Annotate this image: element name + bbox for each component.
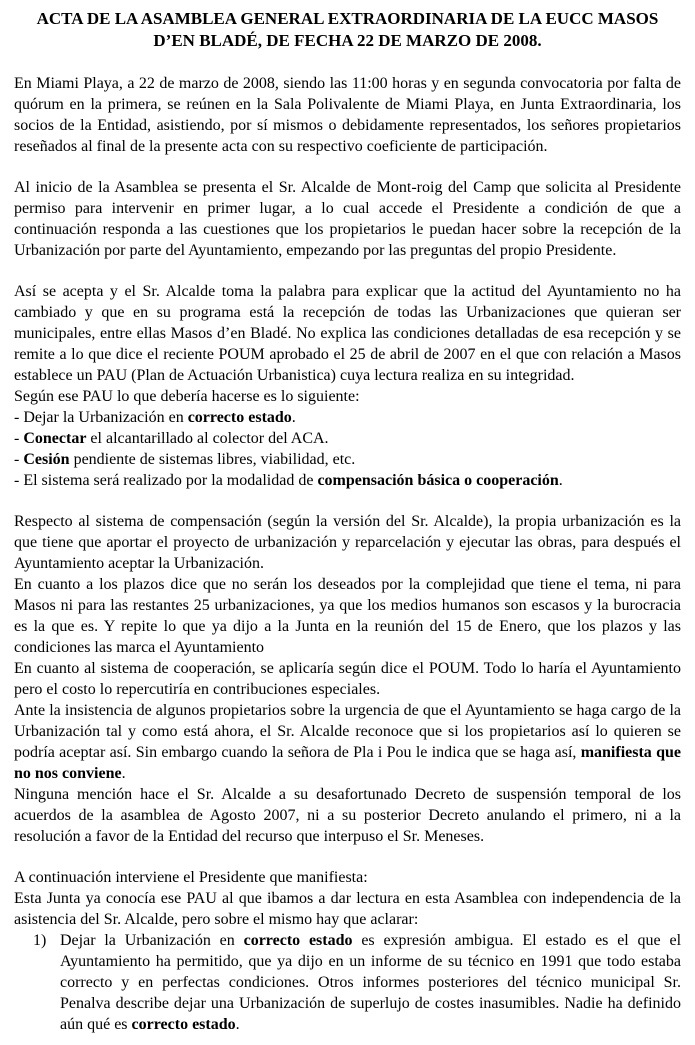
- paragraph: [14, 700, 681, 784]
- list-item: [14, 449, 681, 470]
- text-run: .: [291, 409, 296, 426]
- text-run: Dejar la Urbanización en: [60, 932, 244, 949]
- list-item: [14, 470, 681, 491]
- bold-text-run: correcto estado: [131, 1016, 236, 1033]
- document-body: [14, 73, 681, 1035]
- text-run: Al inicio de la Asamblea se presenta el Sr. Alcalde de Mont-roig del Camp que solicita al Presidente permiso para intervenir en primer lugar, a lo cual accede el Presidente a condición de que a continuación responda a las cuestiones que los propietarios le puedan hacer sobre la recepción de la Urbanización por parte del Ayuntamiento, empezando por las preguntas del propio Presidente.: [14, 179, 681, 259]
- bold-text-run: correcto estado: [243, 932, 353, 949]
- bold-text-run: manifiesta que no nos conviene: [14, 744, 682, 782]
- text-run: -: [14, 451, 24, 468]
- text-run: el alcantarillado al colector del ACA.: [86, 430, 329, 447]
- text-run: Esta Junta ya conocía ese PAU al que ibamos a dar lectura en esta Asamblea con independencia de la asistencia del Sr. Alcalde, pero sobre el mismo hay que aclarar:: [14, 890, 681, 928]
- title-line-1: ACTA DE LA ASAMBLEA GENERAL EXTRAORDINARIA DE LA EUCC MASOS: [36, 9, 659, 28]
- text-run: - El sistema será realizado por la modalidad de: [14, 472, 318, 489]
- bold-text-run: Conectar: [23, 430, 87, 447]
- text-run: .: [558, 472, 563, 489]
- paragraph: [14, 888, 681, 930]
- paragraph: [14, 658, 681, 700]
- text-run: .: [235, 1016, 240, 1033]
- document-title: [34, 8, 661, 52]
- text-run: pendiente de sistemas libres, viabilidad, etc.: [69, 451, 356, 468]
- paragraph: [14, 574, 681, 658]
- text-run: A continuación interviene el Presidente que manifiesta:: [14, 869, 368, 886]
- text-run: - Dejar la Urbanización en: [14, 409, 188, 426]
- text-run: -: [14, 430, 24, 447]
- text-run: Ninguna mención hace el Sr. Alcalde a su desafortunado Decreto de suspensión temporal de los acuerdos de la asamblea de Agosto 2007, ni a su posterior Decreto anulando el primero, ni a la resolución a favor de la Entidad del recurso que interpuso el Sr. Meneses.: [14, 786, 681, 845]
- paragraph: [14, 386, 681, 407]
- paragraph: [14, 784, 681, 847]
- paragraph: [14, 281, 681, 386]
- list-item: [14, 407, 681, 428]
- bold-text-run: correcto estado: [187, 409, 292, 426]
- bold-text-run: compensación básica o cooperación: [317, 472, 559, 489]
- text-run: En cuanto al sistema de cooperación, se aplicaría según dice el POUM. Todo lo haría el Ayuntamiento pero el costo lo repercutiría en contribuciones especiales.: [14, 660, 681, 698]
- text-run: .: [121, 765, 126, 782]
- text-run: En Miami Playa, a 22 de marzo de 2008, siendo las 11:00 horas y en segunda convocatoria por falta de quórum en la primera, se reúnen en la Sala Polivalente de Miami Playa, en Junta Extraordinaria, los socios de la Entidad, asistiendo, por sí mismos o debidamente representados, los señores propietarios reseñados al final de la presente acta con su respectivo coeficiente de participación.: [14, 75, 681, 155]
- text-run: Respecto al sistema de compensación (según la versión del Sr. Alcalde), la propia urbanización es la que tiene que aportar el proyecto de urbanización y reparcelación y ejecutar las obras, para después el Ayuntamiento aceptar la Urbanización.: [14, 513, 681, 572]
- text-run: Según ese PAU lo que debería hacerse es lo siguiente:: [14, 388, 360, 405]
- bold-text-run: Cesión: [23, 451, 70, 468]
- text-run: Ante la insistencia de algunos propietarios sobre la urgencia de que el Ayuntamiento se haga cargo de la Urbanización tal y como está ahora, el Sr. Alcalde reconoce que si los propietarios así lo quieren se podría aceptar así. Sin embargo cuando la señora de Pla i Pou le indica que se haga así,: [14, 702, 681, 761]
- title-line-2: D’EN BLADÉ, DE FECHA 22 DE MARZO DE 2008.: [153, 31, 542, 50]
- text-run: es expresión ambigua. El estado es el que el Ayuntamiento ha permitido, que ya dijo en un informe de su técnico en 1991 que todo estaba correcto y en perfectas condiciones. Otros informes posteriores del técnico municipal Sr. Penalva describe dejar una Urbanización de superlujo de costes inasumibles. Nadie ha definido aún qué es: [60, 932, 682, 1033]
- text-run: En cuanto a los plazos dice que no serán los deseados por la complejidad que tiene el tema, ni para Masos ni para las restantes 25 urbanizaciones, ya que los medios humanos son escasos y la burocracia es la que es. Y repite lo que ya dijo a la Junta en la reunión del 15 de Enero, que los plazos y las condiciones las marca el Ayuntamiento: [14, 576, 681, 656]
- item-number: 1): [33, 932, 47, 949]
- numbered-item: [33, 930, 682, 1035]
- paragraph: [14, 177, 681, 261]
- paragraph: [14, 867, 681, 888]
- paragraph: [14, 73, 681, 157]
- list-item: [14, 428, 681, 449]
- text-run: Así se acepta y el Sr. Alcalde toma la palabra para explicar que la actitud del Ayuntamiento no ha cambiado y que en su programa está la recepción de todas las Urbanizaciones que quieran ser municipales, entre ellas Masos d’en Bladé. No explica las condiciones detalladas de esa recepción y se remite a lo que dice el reciente POUM aprobado el 25 de abril de 2007 en el que con relación a Masos establece un PAU (Plan de Actuación Urbanistica) cuya lectura realiza en su integridad.: [14, 283, 681, 384]
- paragraph: [14, 511, 681, 574]
